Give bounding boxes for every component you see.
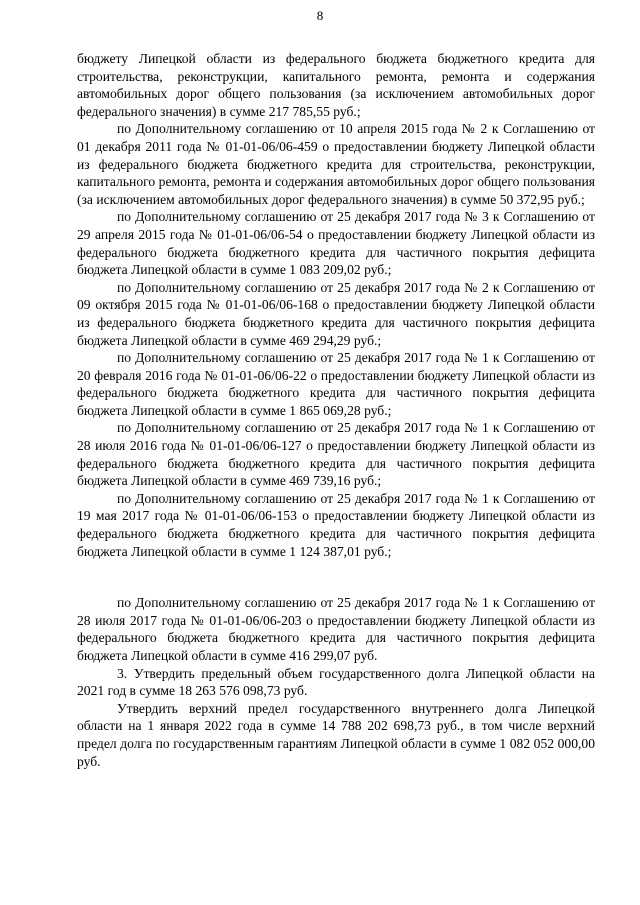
blank-space: [77, 560, 595, 591]
paragraph-item-3: 3. Утвердить предельный объем государственного долга Липецкой области на 2021 год в сумме 18 263 576 098,73 руб.: [77, 665, 595, 699]
paragraph-agreement-2015-459: по Дополнительному соглашению от 10 апреля 2015 года № 2 к Соглашению от 01 декабря 2011 года № 01-01-06/06-459 о предоставлении бюджету Липецкой области из федерального бюджета бюджетного кредита для строительства, реконструкции, капитального ремонта, ремонта и содержания автомобильных дорог общего пользования (за исключением автомобильных дорог федерального значения) в сумме 50 372,95 руб.;: [77, 121, 595, 207]
paragraph-agreement-2016-22: по Дополнительному соглашению от 25 декабря 2017 года № 1 к Соглашению от 20 февраля 2016 года № 01-01-06/06-22 о предоставлении бюджету Липецкой области из федерального бюджета бюджетного кредита для частичного покрытия дефицита бюджета Липецкой области в сумме 1 865 069,28 руб.;: [77, 350, 595, 418]
page-number: 8: [316, 8, 324, 23]
paragraph-agreement-2015-54: по Дополнительному соглашению от 25 декабря 2017 года № 3 к Соглашению от 29 апреля 2015 года № 01-01-06/06-54 о предоставлении бюджету Липецкой области из федерального бюджета бюджетного кредита для частичного покрытия дефицита бюджета Липецкой области в сумме 1 083 209,02 руб.;: [77, 209, 595, 278]
document-body: [77, 50, 595, 770]
paragraph-continuation: бюджету Липецкой области из федерального бюджета бюджетного кредита для строительства, реконструкции, капитального ремонта, ремонта и содержания автомобильных дорог общего пользования (за исключением автомобильных дорог федерального значения) в сумме 217 785,55 руб.;: [77, 51, 595, 119]
paragraph-agreement-2015-168: по Дополнительному соглашению от 25 декабря 2017 года № 2 к Соглашению от 09 октября 2015 года № 01-01-06/06-168 о предоставлении бюджету Липецкой области из федерального бюджета бюджетного кредита для частичного покрытия дефицита бюджета Липецкой области в сумме 469 294,29 руб.;: [77, 279, 595, 348]
paragraph-agreement-2017-153: по Дополнительному соглашению от 25 декабря 2017 года № 1 к Соглашению от 19 мая 2017 года № 01-01-06/06-153 о предоставлении бюджету Липецкой области из федерального бюджета бюджетного кредита для частичного покрытия дефицита бюджета Липецкой области в сумме 1 124 387,01 руб.;: [77, 490, 595, 559]
paragraph-agreement-2016-127: по Дополнительному соглашению от 25 декабря 2017 года № 1 к Соглашению от 28 июля 2016 года № 01-01-06/06-127 о предоставлении бюджету Липецкой области из федерального бюджета бюджетного кредита для частичного покрытия дефицита бюджета Липецкой области в сумме 469 739,16 руб.;: [77, 420, 595, 489]
paragraph-upper-limit: Утвердить верхний предел государственного внутреннего долга Липецкой области на 1 января 2022 года в сумме 14 788 202 698,73 руб., в том числе верхний предел долга по государственным гарантиям Липецкой области в сумме 1 082 052 000,00 руб.: [77, 700, 595, 769]
paragraph-agreement-2017-203: по Дополнительному соглашению от 25 декабря 2017 года № 1 к Соглашению от 28 июля 2017 года № 01-01-06/06-203 о предоставлении бюджету Липецкой области из федерального бюджета бюджетного кредита для частичного покрытия дефицита бюджета Липецкой области в сумме 416 299,07 руб.: [77, 595, 595, 663]
